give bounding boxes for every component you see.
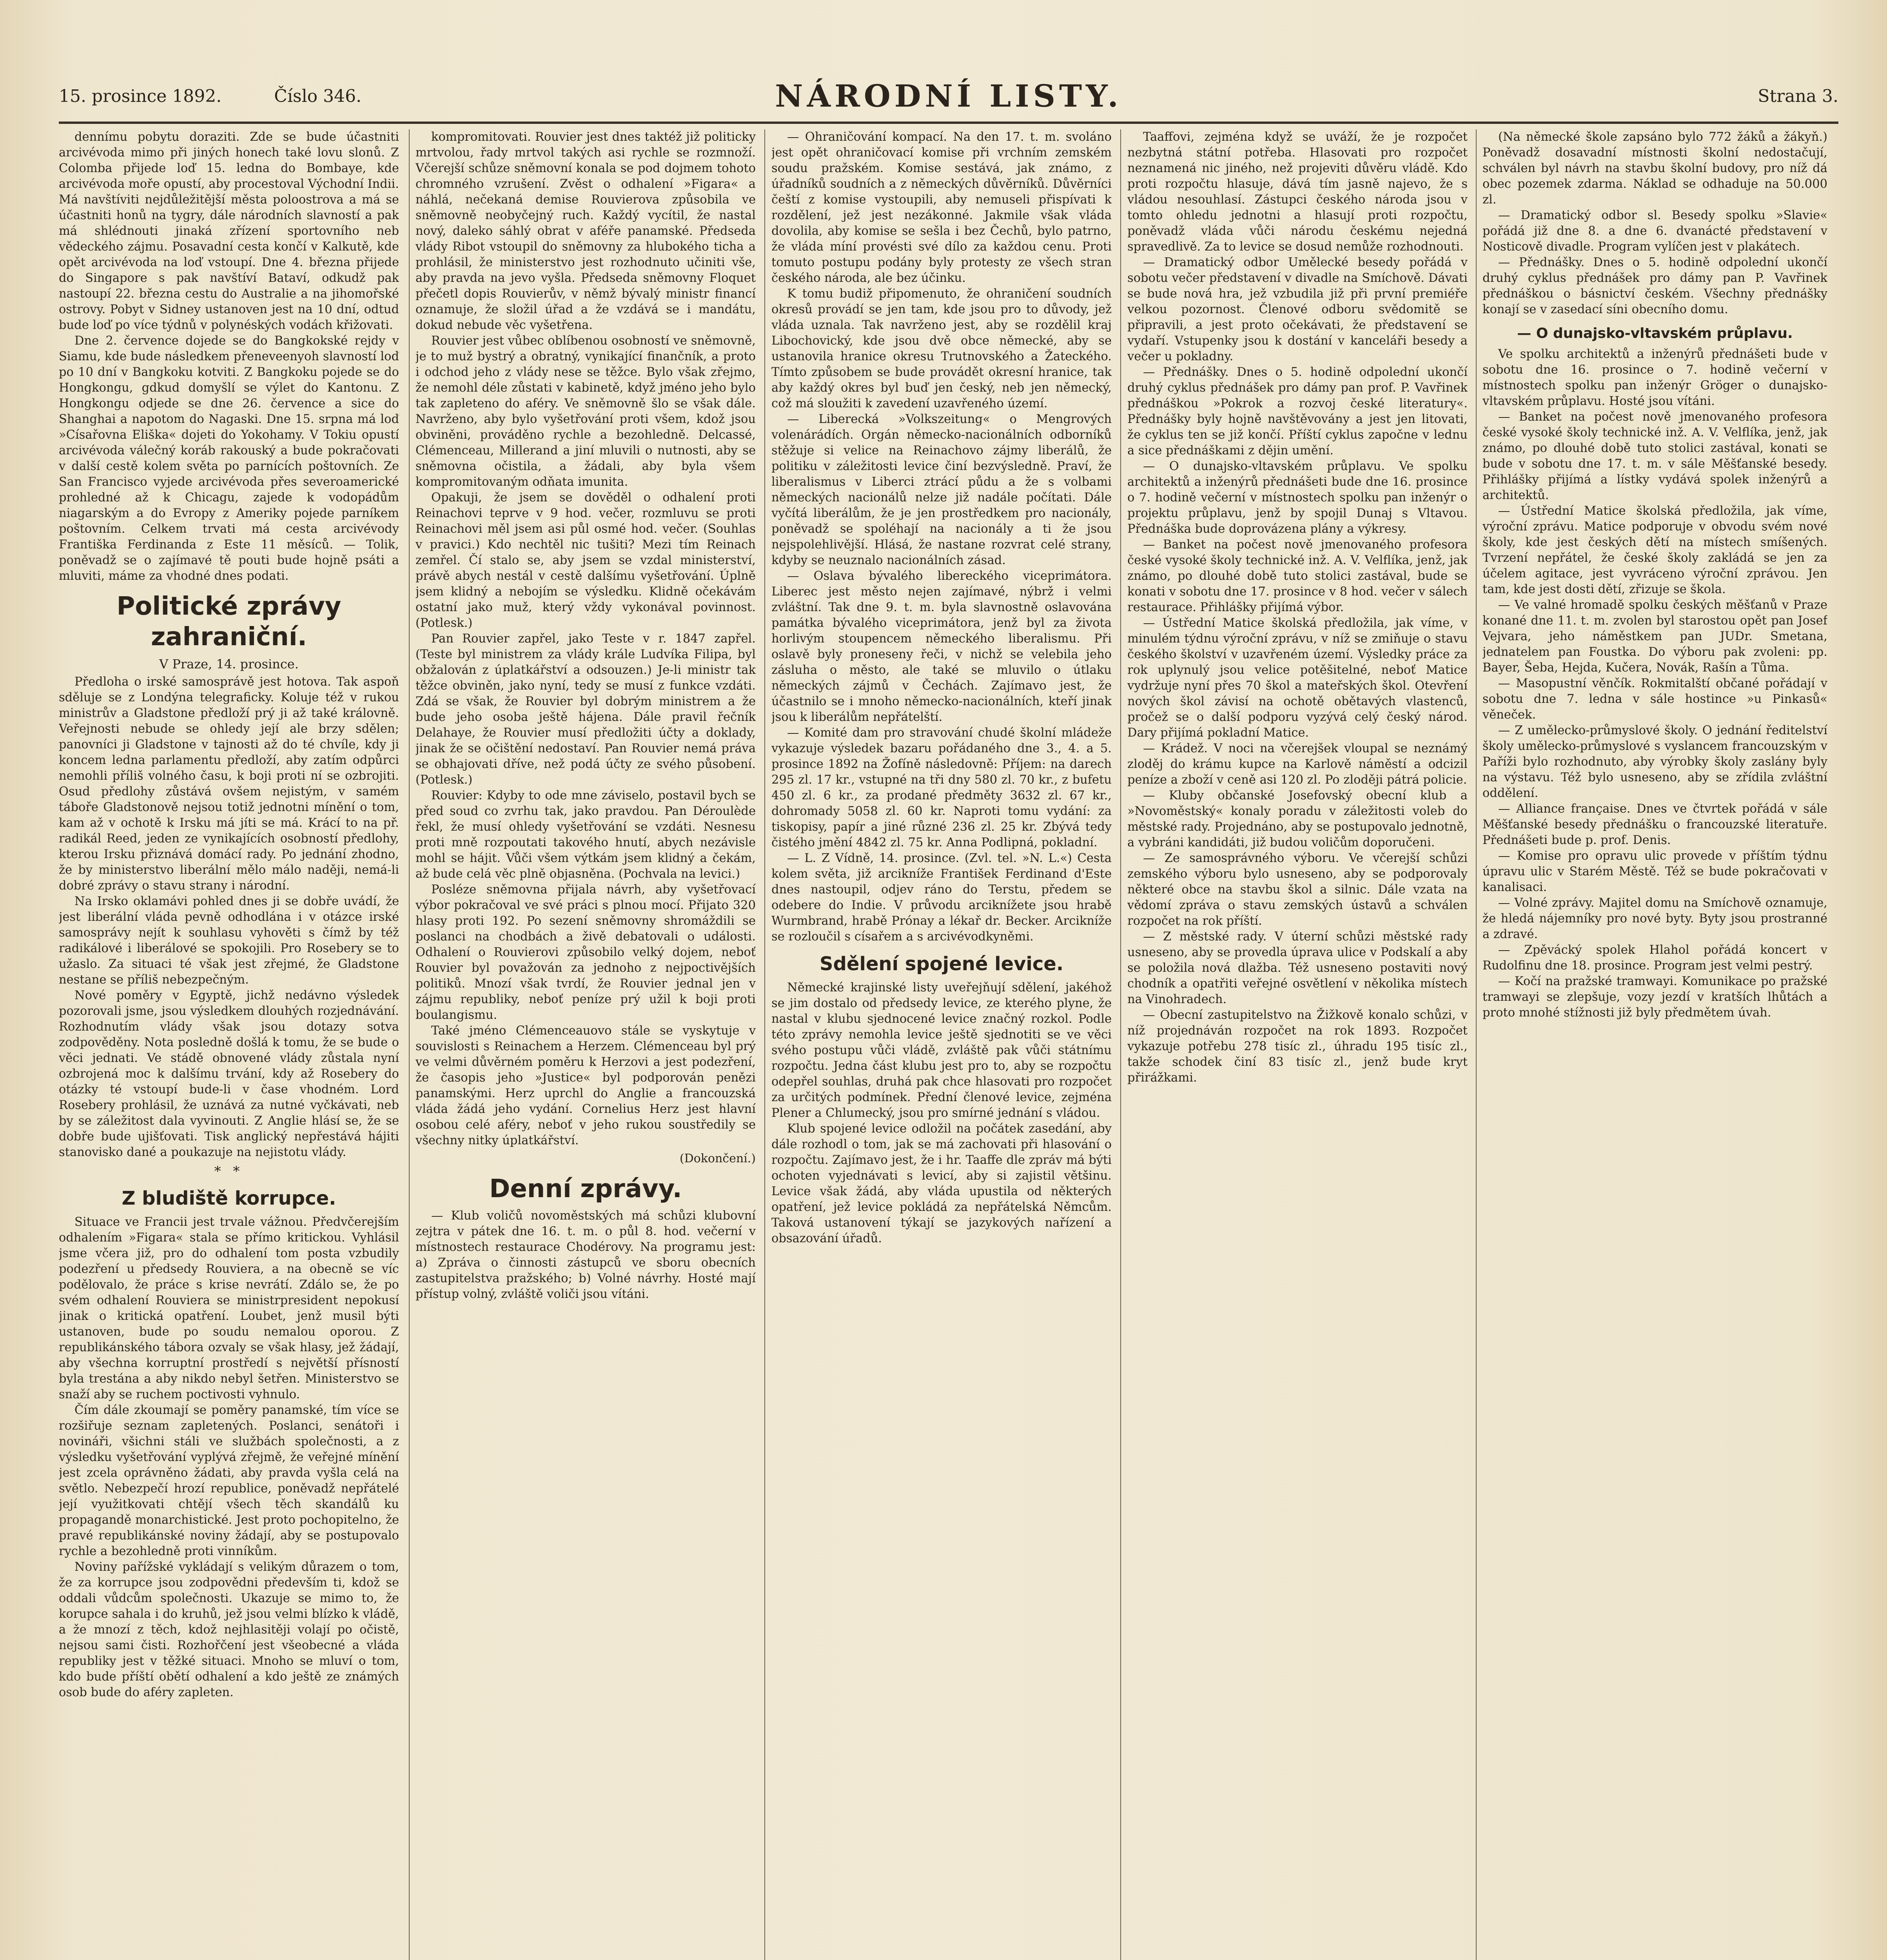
column-5 (1482, 129, 1827, 1960)
article-paragraph: — Ohraničování kompací. Na den 17. t. m. svoláno jest opět ohraničovací komise při vrchním zemském soudu pražském. Komise sestává, jak známo, z úřadníků soudních a z německých důvěrníků. Důvěrníci čeští z komise vystoupili, aby nemuseli přispívati k rozdělení, jež jest nezákonné. Jakmile však vláda dovolila, aby komise se sešla i bez Čechů, bylo patrno, že vláda míní provésti své dílo za každou cenu. Proti tomuto postupu podány byly protesty ze všech stran českého národa, ale bez účinku. (771, 130, 1112, 285)
page-header (59, 74, 1838, 124)
article-paragraph: Klub spojené levice odložil na počátek zasedání, aby dále rozhodl o tom, jak se má zachovati při hlasování o rozpočtu. Zajímavo jest, že i hr. Taaffe dle zpráv má býti ochoten vyjednávati s levicí, aby si zajistil většinu. Levice však žádá, aby vláda upustila od některých opatření, jež levice pokládá za nepřátelská Němcům. Taková ustanovení týkají se jazykových nařízení a obsazování úřadů. (771, 1122, 1112, 1245)
article-paragraph: Noviny pařížské vykládají s velikým důrazem o tom, že za korrupce jsou zodpovědni především ti, kdož se oddali vůdcům společnosti. Ukazuje se mimo to, že korupce sahala i do kruhů, jež jsou velmi blízko k vládě, a že mnozí z těch, kdož nejhlasitěji volají po očistě, nejsou sami čisti. Rozhořčení jest všeobecné a vláda republiky jest v těžké situaci. Mnoho se mluví o tom, kdo bude příští obětí odhalení a kdo ještě ze známých osob bude do aféry zapleten. (59, 1560, 399, 1699)
column-rule (1120, 129, 1121, 1960)
article-paragraph: Německé krajinské listy uveřejňují sdělení, jakéhož se jim dostalo od předsedy levice, ze kterého plyne, že nastal v klubu sjednocené levice značný rozkol. Podle této zprávy nemohla levice ještě sjednotiti se ve věci svého postupu vůči vládě, zvláště pak vůči státnímu rozpočtu. Jedna část klubu jest pro to, aby se rozpočtu odepřel souhlas, druhá pak chce hlasovati pro rozpočet za určitých podmínek. Přední členové levice, zejména Plener a Chlumecký, jsou pro smírné jednání s vládou. (771, 981, 1112, 1120)
article-paragraph: Ve spolku architektů a inženýrů přednášeti bude v sobotu dne 16. prosince o 7. hodině večerní v místnostech spolku pan inženýr Gröger o dunajsko-vltavském průplavu. Hosté jsou vítáni. (1482, 347, 1827, 408)
column-4 (1127, 129, 1468, 1960)
article-paragraph: — Alliance française. Dnes ve čtvrtek pořádá v sále Měšťanské besedy přednášku o francouzské literatuře. Přednášeti bude p. prof. Denis. (1482, 802, 1827, 847)
article-paragraph: — Komise pro opravu ulic provede v příštím týdnu úpravu ulic v Starém Městě. Též se bude pokračovati v kanalisaci. (1482, 849, 1827, 894)
article-paragraph: Rouvier jest vůbec oblíbenou osobností ve sněmovně, je to muž bystrý a obratný, vynikající finančník, a proto i odchod jeho z vlády nese se těžce. Bylo však zřejmo, že nemohl déle zůstati v kabinetě, když jméno jeho bylo tak zapleteno do aféry. Ve sněmovně šlo se však dále. Navrženo, aby bylo vyšetřování proti všem, kdož jsou obviněni, prováděno rychle a bezohledně. Delcassé, Clémenceau, Millerand a jiní mluvili o nutnosti, aby se sněmovna očistila, a žádali, aby byla všem kompromitovaným odňata imunita. (416, 334, 756, 489)
article-paragraph: — Banket na počest nově jmenovaného profesora české vysoké školy technické inž. A. V. Velflíka, jenž, jak známo, po dlouhé době tuto stolici zastával, bude se konati v sobotu dne 17. prosince v 8 hod. večer v sálech restaurace. Přihlášky přijímá výbor. (1127, 538, 1468, 614)
column-rule (409, 129, 410, 1960)
article-paragraph: Dne 2. července dojede se do Bangkokské rejdy v Siamu, kde bude následkem přeneveenyoh slavností loď po 10 dní v Bangkoku kotviti. Z Bangkoku pojede se do Hongkongu, gdkud domyšlí se výlet do Kantonu. Z Hongkongu odjede se dne 26. července a sice do Shanghai a napotom do Nagaski. Dne 15. srpna má loď »Císařovna Eliška« dojeti do Yokohamy. V Tokiu opustí arcivévoda válečný koráb rakouský a bude pokračovati v další cestě kolem světa po parnících poštovních. Ze San Francisco vyjede arcivévoda přes severoamerické prohledné až k Chicagu, zajede k vodopádům niagarským a do Evropy z Ameriky pojede parníkem poštovním. Celkem trvati má cesta arcivévody Františka Ferdinanda z Este 11 měsíců. — Tolik, poněvadž se o zajímavé tě pouti bude hojně psáti a mluviti, máme za vhodné dnes podati. (59, 334, 399, 583)
article-paragraph: — L. Z Vídně, 14. prosince. (Zvl. tel. »N. L.«) Cesta kolem světa, již arcikníže František Ferdinand d'Este dnes nastoupil, odjev ráno do Terstu, předem se odebere do Indie. V průvodu arciknížete jsou hrabě Wurmbrand, hrabě Prónay a lékař dr. Becker. Arcikníže se rozloučil s císařem a s arcivévodkyněmi. (771, 851, 1112, 944)
article-paragraph: Pan Rouvier zapřel, jako Teste v r. 1847 zapřel. (Teste byl ministrem za vlády krále Ludvíka Filipa, byl obžalován z úplatkářství a odsouzen.) Je-li ministr tak těžce obviněn, jako nyní, tedy se musí z funkce vzdáti. Zdá se však, že Rouvier byl dobrým ministrem a že bude jeho osoba ještě hájena. Dále pravil řečník Delahaye, že Rouvier musí předložiti účty a doklady, jinak že se očištění nedostaví. Pan Rouvier nemá práva se obhajovati dříve, než podá účty ze svého působení. (Potlesk.) (416, 632, 756, 787)
article-paragraph: — Ústřední Matice školská předložila, jak víme, výroční zprávu. Matice podporuje v obvodu svém nové školy, kde jest českých dětí na místech smíšených. Tvrzení nepřátel, že české školy zakládá se jen za účelem agitace, jest vyvráceno výroční zprávou. Jen tam, kde jest dosti dětí, zřizuje se škola. (1482, 504, 1827, 596)
article-paragraph: Také jméno Clémenceauovo stále se vyskytuje v souvislosti s Reinachem a Herzem. Clémenceau byl prý ve velmi důvěrném poměru k Herzovi a jest podezření, že časopis jeho »Justice« byl podporován penězi panamskými. Herz uprchl do Anglie a francouzská vláda žádá jeho vydání. Cornelius Herz jest hlavní osobou celé aféry, neboť v jeho rukou soustředily se všechny nitky úplatkářství. (416, 1024, 756, 1147)
article-paragraph: Situace ve Francii jest trvale vážnou. Předvčerejším odhalením »Figara« stala se přímo kritickou. Vyhlásil jsme včera již, pro do odhalení tom posta vzbudily podezření u předsedy Rouviera, a na obecně se víc podělovalo, že práce s krise nevrátí. Zdálo se, že po svém odhalení Rouviera se ministrpresident nepokusí jinak o kritická opatření. Loubet, jenž musil býti ustanoven, bude po soudu nemalou oporou. Z republikánského tábora ozvaly se však hlasy, jež žádají, aby všechna korruptní prostředí s největší přísností byla trestána a aby nikdo nebyl šetřen. Ministerstvo se snaží aby se ruchem poctivosti vyhnulo. (59, 1215, 399, 1401)
article-heading: Z bludiště korrupce. (122, 1187, 336, 1209)
section-heading: Denní zprávy. (489, 1174, 682, 1203)
column-rule (764, 129, 765, 1960)
issue-date: 15. prosince 1892. (59, 86, 222, 106)
article-paragraph: — Kluby občanské Josefovský obecní klub a »Novoměstský« konaly poradu v záležitosti voleb do městské rady. Projednáno, aby se postupovalo jednotně, a vybráni kandidáti, již budou voličům doporučeni. (1127, 789, 1468, 849)
column-rule (1476, 129, 1477, 1960)
article-heading: Sdělení spojené levice. (819, 953, 1064, 975)
article-paragraph: — O dunajsko-vltavském průplavu. Ve spolku architektů a inženýrů přednášeti bude dne 16. prosince o 7. hodině večerní v místnostech spolku pan inženýr o projektu průplavu, jenž by spojil Dunaj s Vltavou. Přednáška bude doprovázena plány a výkresy. (1127, 459, 1468, 536)
article-paragraph: — Ústřední Matice školská předložila, jak víme, v minulém týdnu výroční zprávu, v níž se zmiňuje o stavu českého školství v uzavřeném území. Výsledky práce za rok uplynulý jsou velice potěšitelné, neboť Matice vydržuje nyní přes 70 škol a mateřských škol. Otevření nových škol závisí na ochotě obětavých vlastenců, pročež se o další podporu vyzývá celý český národ. Dary přijímá pokladní Matice. (1127, 616, 1468, 740)
article-paragraph: Rouvier: Kdyby to ode mne záviselo, postavil bych se před soud co zvrhu tak, jako pravdou. Pan Déroulède řekl, že musí ohledy vyšetřování se vzdáti. Nesnesu proti mně rozpoutati takového hnutí, abych nezávisle mohl se hájit. Vůči všem výtkám jsem klidný a čekám, až bude celá věc plně objasněna. (Pochvala na levici.) (416, 789, 756, 881)
masthead-title: NÁRODNÍ LISTY. (775, 78, 1122, 114)
column-2 (416, 129, 756, 1960)
issue-number: Číslo 346. (274, 86, 362, 106)
article-paragraph: — Banket na počest nově jmenovaného profesora české vysoké školy technické inž. A. V. Velflíka, jenž, jak známo, po dlouhé době tuto stolici zastával, konati se bude v sobotu dne 17. t. m. v sále Měšťanské besedy. Přihlášky přijímá a lístky vydává spolek inženýrů a architektů. (1482, 410, 1827, 502)
article-paragraph: Čím dále zkoumají se poměry panamské, tím více se rozšiřuje seznam zapletených. Poslanci, senátoři i novináři, všichni stáli ve službách společnosti, a z výsledku vyšetřování vyplývá zřejmě, že veřejné mínění jest zcela oprávněno žádati, aby pravda vyšla celá na světlo. Nebezpečí hrozí republice, poněvadž nepřátelé její využitkovati chtějí všech těch skandálů ku propagandě monarchistické. Jest proto pochopitelno, že pravé republikánské noviny žádají, aby se postupovalo rychle a bezohledně proti vinníkům. (59, 1403, 399, 1558)
page-number: Strana 3. (1758, 86, 1838, 106)
article-paragraph: Nové poměry v Egyptě, jichž nedávno výsledek pozorovali jsme, jsou výsledkem dlouhých rozjednávání. Rozhodnutím vlády však jsou dotazy sotva zodpověděny. Nota posledně došlá k tomu, že se bude o věci jednati. Ve stádě obnovené vlády zůstala nyní ozbrojená moc k dalšímu trvání, kdy až Rosebery do otázky té vstoupí bude-li v čase vhodném. Lord Rosebery prohlásil, že uznává za nutné vyčkávati, neb by se záležitost dala vyvinouti. Z Anglie hlásí se, že se dobře bude ujišťovati. Tisk anglický nepřestává hájiti stanovisko dané a poukazuje na nejistotu vlády. (59, 989, 399, 1159)
article-paragraph: Předloha o irské samosprávě jest hotova. Tak aspoň sděluje se z Londýna telegraficky. Koluje též v rukou ministrův a Gladstone předloží prý ji až také královně. Veřejnosti nebude se ohledy její ale brzy sdělen; panovníci ji Gladstone v tajnosti až do té chvíle, kdy ji koncem ledna parlamentu předloží, aby zatím odpůrci nemohli příliš volného času, k boji proti ní se ozbrojiti. Osud předlohy zůstává ovšem nejistým, v samém táboře Gladstonově nejsou totiž jednotni mínění o tom, kam až v ochotě k Irsku má jíti se má. Krácí to na př. radikál Reed, jeden ze vynikajících osobností předlohy, kterou Irsku přiznává domácí rady. Po jednání zhodno, že by ministerstvo liberální mělo málo naději, nemá-li dobré zprávy o stavu strany i národní. (59, 675, 399, 893)
article-paragraph: dennímu pobytu doraziti. Zde se bude účastniti arcivévoda mimo při jiných honech také lovu slonů. Z Colomba přijede loď 15. ledna do Bombaye, kde arcivévoda moře opustí, aby procestoval Východní Indii. Má navštíviti nejdůležitější města poloostrova a má se účastniti honů na tygry, dále národních slavností a pak má shlédnouti jinaká zřízení sportovního neb vědeckého zájmu. Posavadní cesta končí v Kalkutě, kde opět arcivévoda na loď vstoupí. Dne 4. března přijede do Singapore s pak navštíví Bataví, odkudž pak nastoupí 22. března cestu do Australie a na jihomořské ostrovy. Pobyt v Sidney ustanoven jest na 10 dní, odtud bude loď po více týdnů v polynéských vodách křižovati. (59, 130, 399, 332)
article-paragraph: — Kočí na pražské tramwayi. Komunikace po pražské tramwayi se zlepšuje, vozy jezdí v kratších lhůtách a proto mnohé stížnosti již byly předmětem úvah. (1482, 975, 1827, 1020)
article-paragraph: kompromitovati. Rouvier jest dnes taktéž již politicky mrtvolou, řady mrtvol takých asi rychle se rozmnoží. Včerejší schůze sněmovní konala se pod dojmem tohoto chromného vzrušení. Zvěst o odhalení »Figara« a náhlá, nečekaná demise Rouvierova způsobila ve sněmovně neobyčejný ruch. Každý vycítil, že nastal nový, daleko sáhlý obrat v aféře panamské. Předseda vlády Ribot vstoupil do sněmovny za hlubokého ticha a prohlásil, že ministerstvo jest rozhodnuto učiniti vše, aby pravda na jevo vyšla. Předseda sněmovny Floquet přečetl dopis Rouvierův, v němž bývalý ministr financí oznamuje, že složil úřad a že vzdává se i mandátu, dokud nebude věc vyšetřena. (416, 130, 756, 332)
article-paragraph: (Na německé škole zapsáno bylo 772 žáků a žákyň.) Poněvadž dosavadní místnosti školní nedostačují, schválen byl návrh na stavbu školní budovy, pro níž dá obec pozemek zdarma. Náklad se odhaduje na 50.000 zl. (1482, 130, 1827, 207)
article-paragraph: — Z umělecko-průmyslové školy. O jednání ředitelství školy umělecko-průmyslové s vyslancem francouzským v Paříži bylo rozhodnuto, aby výrobky školy zaslány byly na výstavu. Též bylo usneseno, aby se zřídila zvláštní oddělení. (1482, 724, 1827, 800)
section-heading: Politické zprávy zahraniční. (116, 592, 341, 652)
article-paragraph: — Přednášky. Dnes o 5. hodině odpolední ukončí druhý cyklus přednášek pro dámy pan P. Vavřinek přednáškou o básnictví českém. Všechny přednášky konají se v zasedací síni obecního domu. (1482, 256, 1827, 316)
dateline: V Praze, 14. prosince. (159, 657, 299, 671)
article-heading: — O dunajsko-vltavském průplavu. (1517, 325, 1793, 341)
article-paragraph: — Ze samosprávného výboru. Ve včerejší schůzi zemského výboru bylo usneseno, aby se podporovaly některé obce na stavbu škol a silnic. Dále vzata na vědomí zpráva o stavu zemských ústavů a schválen rozpočet na rok příští. (1127, 851, 1468, 928)
column-3 (771, 129, 1112, 1960)
continuation-note: (Dokončení.) (679, 1152, 756, 1165)
article-paragraph: — Z městské rady. V úterní schůzi městské rady usneseno, aby se provedla úprava ulice v Podskalí a aby se položila nová dlažba. Též usneseno postaviti nový chodník a opatřiti veřejné osvětlení v několika místech na Vinohradech. (1127, 930, 1468, 1006)
article-paragraph: — Obecní zastupitelstvo na Žižkově konalo schůzi, v níž projednáván rozpočet na rok 1893. Rozpočet vykazuje potřebu 278 tisíc zl., úhradu 195 tisíc zl., takže schodek činí 83 tisíc zl., jenž bude kryt přirážkami. (1127, 1008, 1468, 1085)
article-paragraph: Opakuji, že jsem se dověděl o odhalení proti Reinachovi teprve v 9 hod. večer, rozmluvu se proti Reinachovi měl jsem asi půl osmé hod. večer. (Souhlas v pravici.) Kdo nechtěl nic tušiti? Mezi tím Reinach zemřel. Čí stalo se, aby jsem se vzdal ministerství, právě abych nestál v cestě dalšímu vyšetřování. Úplně jsem klidný a nebojím se výsledku. Klidně očekávám ostatní jako muž, který vždy vykonával povinnost. (Potlesk.) (416, 491, 756, 630)
article-paragraph: — Ve valné hromadě spolku českých měšťanů v Praze konané dne 11. t. m. zvolen byl starostou opět pan Josef Vejvara, jeho náměstkem pan JUDr. Smetana, jednatelem pan Foustka. Do výboru pak zvoleni: pp. Bayer, Šeba, Hejda, Kučera, Novák, Rašín a Tůma. (1482, 598, 1827, 675)
article-paragraph: — Volné zprávy. Majitel domu na Smíchově oznamuje, že hledá nájemníky pro nové byty. Byty jsou prostranné a zdravé. (1482, 896, 1827, 941)
article-paragraph: — Krádež. V noci na včerejšek vloupal se neznámý zloděj do krámu kupce na Karlově náměstí a odcizil peníze a zboží v ceně asi 120 zl. Po zloději pátrá policie. (1127, 742, 1468, 787)
column-1 (59, 129, 399, 1960)
article-paragraph: — Masopustní věnčík. Rokmitalští občané pořádají v sobotu dne 7. ledna v sále hostince »u Pinkasů« věneček. (1482, 677, 1827, 722)
article-paragraph: K tomu budiž připomenuto, že ohraničení soudních okresů provádí se jen tam, kde jsou pro to důvody, jež vláda uznala. Tak navrženo jest, aby se rozdělil kraj Libochovický, kde jsou dvě obce německé, aby se ustanovila hranice okresu Trutnovského a Žateckého. Tímto způsobem se bude provádět okresní hranice, tak aby každý okres byl buď jen český, neb jen německý, což má sloužiti k zavedení uzavřeného území. (771, 287, 1112, 410)
article-paragraph: — Dramatický odbor Umělecké besedy pořádá v sobotu večer představení v divadle na Smíchově. Dávati se bude nová hra, jež vzbudila již při první premiéře velkou pozornost. Členové odboru svědomitě se připravili, a jest proto očekávati, že představení se vydaří. Vstupenky jsou k dostání v kanceláři besedy a večer u pokladny. (1127, 256, 1468, 363)
article-paragraph: — Liberecká »Volkszeitung« o Mengrových volenárádích. Orgán německo-nacionálních odborníků stěžuje si velice na Reinachovo zájmy liberálů, že politiku v záležitosti levice činí bezvýsledně. Praví, že liberalismus v Liberci ztrácí půdu a že s volbami německých nacionálů nelze již nadále počítati. Dále vyčítá liberálům, že je jen prostředkem pro nacionály, poněvadž se spoléhají na nacionály a ti že jsou nejspolehlivější. Hlásá, že nastane rozvrat celé strany, kdyby se neuznalo nacionálních zásad. (771, 412, 1112, 567)
article-paragraph: — Klub voličů novoměstských má schůzi klubovní zejtra v pátek dne 16. t. m. o půl 8. hod. večerní v místnostech restaurace Chodérovy. Na programu jest: a) Zpráva o činnosti zástupců ve sboru obecních zastupitelstva pražského; b) Volné návrhy. Hosté mají přístup volný, zvláště voliči jsou vítáni. (416, 1209, 756, 1301)
article-paragraph: Taaffovi, zejména když se uváží, že je rozpočet nezbytná státní potřeba. Hlasovati pro rozpočet neznamená nic jiného, než projeviti důvěru vládě. Kdo proti rozpočtu hlasuje, dává tím jasně najevo, že s vládou nesouhlasí. Zástupci českého národa jsou v tomto ohledu jednotni a hlasují proti rozpočtu, poněvadž vláda vůči národu českému nejedná spravedlivě. Za to levice se dosud nemůže rozhodnouti. (1127, 130, 1468, 254)
article-paragraph: — Dramatický odbor sl. Besedy spolku »Slavie« pořádá již dne 8. a dne 6. dvanácté představení v Nosticově divadle. Program vylíčen jest v plakátech. (1482, 209, 1827, 254)
article-paragraph: Posléze sněmovna přijala návrh, aby vyšetřovací výbor pokračoval ve své práci s plnou mocí. Přijato 320 hlasy proti 192. Po sezení sněmovny shromáždili se poslanci na chodbách a živě debatovali o události. Odhalení o Rouvierovi způsobilo velký dojem, neboť Rouvier byl považován za jednoho z nejpoctivějších politiků. Mnozí však tvrdí, že Rouvier jednal jen v zájmu republiky, neboť peníze prý užil k boji proti boulangismu. (416, 883, 756, 1022)
separator-stars: * * (214, 1163, 244, 1179)
article-paragraph: — Oslava bývalého libereckého viceprimátora. Liberec jest město nejen zajímavé, nýbrž i velmi zvláštní. Tak dne 9. t. m. byla slavnostně oslavována památka bývalého viceprimátora, jenž byl za života horlivým stoupencem německého liberalismu. Při oslavě byly proneseny řeči, v nichž se velebila jeho zásluha o město, ale také se mluvilo o útlaku německých zájmů v Čechách. Zajímavo jest, že účastnilo se i mnoho německo-nacionálních, kteří jinak jsou k liberálům nepřátelští. (771, 569, 1112, 724)
article-paragraph: Na Irsko oklamávi pohled dnes ji se dobře uvádí, že jest liberální vláda pevně odhodlána i v otázce irské samosprávy nejít k souhlasu vyhověti s čímž by též radikálové i liberálové se spokojili. Pro Rosebery se to užaslo. Za situaci té však jest zřejmé, že Gladstone nestane se příliš nebezpečným. (59, 895, 399, 987)
article-paragraph: — Přednášky. Dnes o 5. hodině odpolední ukončí druhý cyklus přednášek pro dámy pan prof. P. Vavřinek přednáškou »Pokrok a rozvoj české literatury«. Přednášky byly hojně navštěvovány a jest jen litovati, že cyklus ten se již končí. Příští cyklus započne v lednu a sice přednáškami z dějin umění. (1127, 365, 1468, 457)
article-paragraph: — Zpěvácký spolek Hlahol pořádá koncert v Rudolfinu dne 18. prosince. Program jest velmi pestrý. (1482, 943, 1827, 973)
article-paragraph: — Komité dam pro stravování chudé školní mládeže vykazuje výsledek bazaru pořádaného dne 3., 4. a 5. prosince 1892 na Žofíně následovně: Příjem: na darech 295 zl. 17 kr., vstupné na tři dny 580 zl. 70 kr., z bufetu 450 zl. 6 kr., za prodané předměty 3632 zl. 67 kr., dohromady 5058 zl. 60 kr. Naproti tomu vydání: za tiskopisy, papír a jiné různé 236 zl. 25 kr. Zbývá tedy čistého jmění 4842 zl. 75 kr. Anna Podlipná, pokladní. (771, 726, 1112, 849)
